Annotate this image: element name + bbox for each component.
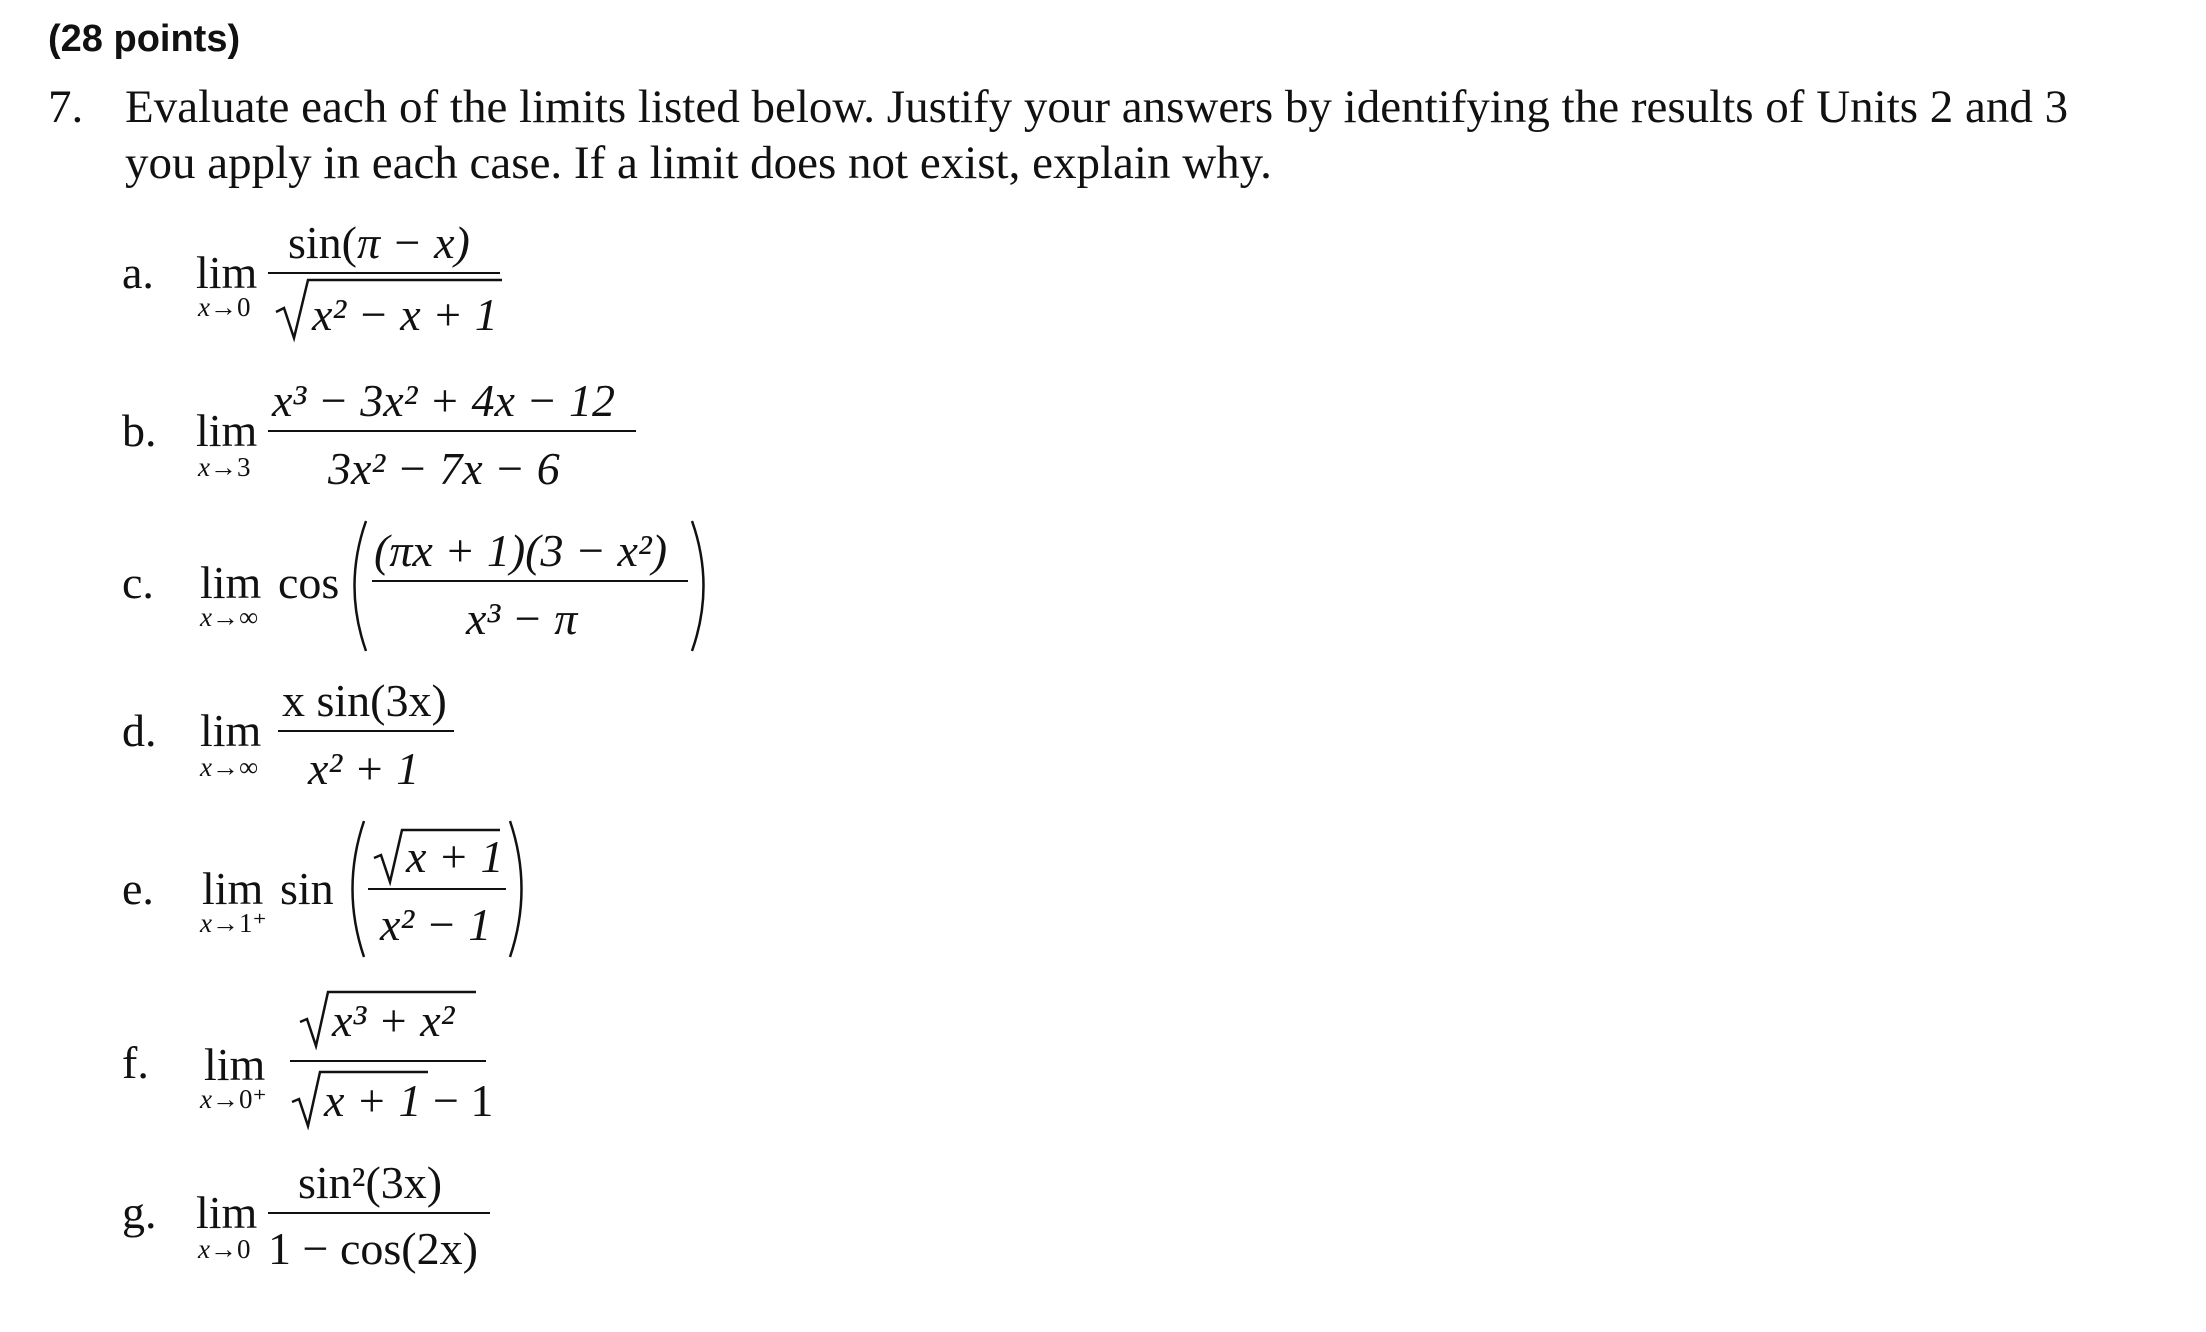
limit-subscript: x→3	[198, 452, 251, 482]
limit-subscript: x→1⁺	[200, 908, 267, 938]
lim-operator: lim	[200, 557, 262, 608]
right-paren	[688, 518, 718, 654]
cos-function: cos	[278, 557, 340, 608]
numerator: x sin(3x)	[282, 675, 447, 726]
fraction-bar	[372, 580, 688, 582]
part-label: a.	[122, 247, 154, 298]
lim-operator: lim	[200, 705, 262, 756]
lim-operator: lim	[196, 405, 258, 456]
limit-subscript: x→0	[198, 292, 251, 322]
numerator: x³ − 3x² + 4x − 12	[272, 375, 615, 426]
part-label: d.	[122, 705, 157, 756]
part-label: e.	[122, 863, 154, 914]
fraction-bar	[278, 730, 454, 732]
denominator: 1 − cos(2x)	[268, 1223, 478, 1274]
lim-operator: lim	[196, 247, 258, 298]
question-text-line-1: Evaluate each of the limits listed below. Justify your answers by identifying the results of Units 2 and 3	[125, 81, 2069, 133]
numerator: (πx + 1)(3 − x²)	[374, 525, 668, 576]
lim-operator: lim	[204, 1039, 266, 1090]
part-label: b.	[122, 405, 157, 456]
denominator: x² + 1	[308, 743, 420, 794]
sin-function: sin	[280, 863, 334, 914]
fraction-bar	[268, 430, 636, 432]
lim-operator: lim	[202, 863, 264, 914]
points-label: (28 points)	[48, 18, 241, 60]
denominator: x² − 1	[380, 899, 492, 950]
fraction-bar	[290, 1060, 486, 1062]
numerator: x³ + x²	[332, 995, 455, 1046]
denominator: x + 1 − 1	[324, 1075, 494, 1126]
denominator: x³ − π	[466, 593, 578, 644]
lim-operator: lim	[196, 1187, 258, 1238]
numerator: sin²(3x)	[298, 1157, 443, 1208]
question-text-line-2: you apply in each case. If a limit does not exist, explain why.	[125, 137, 1272, 189]
left-paren	[338, 818, 368, 960]
part-label: g.	[122, 1187, 157, 1238]
fraction-bar	[268, 1212, 490, 1214]
limit-subscript: x→∞	[200, 752, 259, 782]
denominator: x² − x + 1	[312, 289, 498, 340]
limit-subscript: x→0⁺	[200, 1084, 267, 1114]
limit-subscript: x→0	[198, 1234, 251, 1264]
part-label: c.	[122, 557, 154, 608]
part-label: f.	[122, 1037, 149, 1088]
denominator: 3x² − 7x − 6	[328, 443, 560, 494]
numerator: sin(π − x)	[288, 217, 470, 268]
left-paren	[340, 518, 370, 654]
fraction-bar	[268, 272, 500, 274]
question-number: 7.	[48, 81, 84, 133]
limit-subscript: x→∞	[200, 602, 259, 632]
right-paren	[506, 818, 536, 960]
numerator: x + 1	[406, 831, 504, 882]
fraction-bar	[368, 888, 506, 890]
